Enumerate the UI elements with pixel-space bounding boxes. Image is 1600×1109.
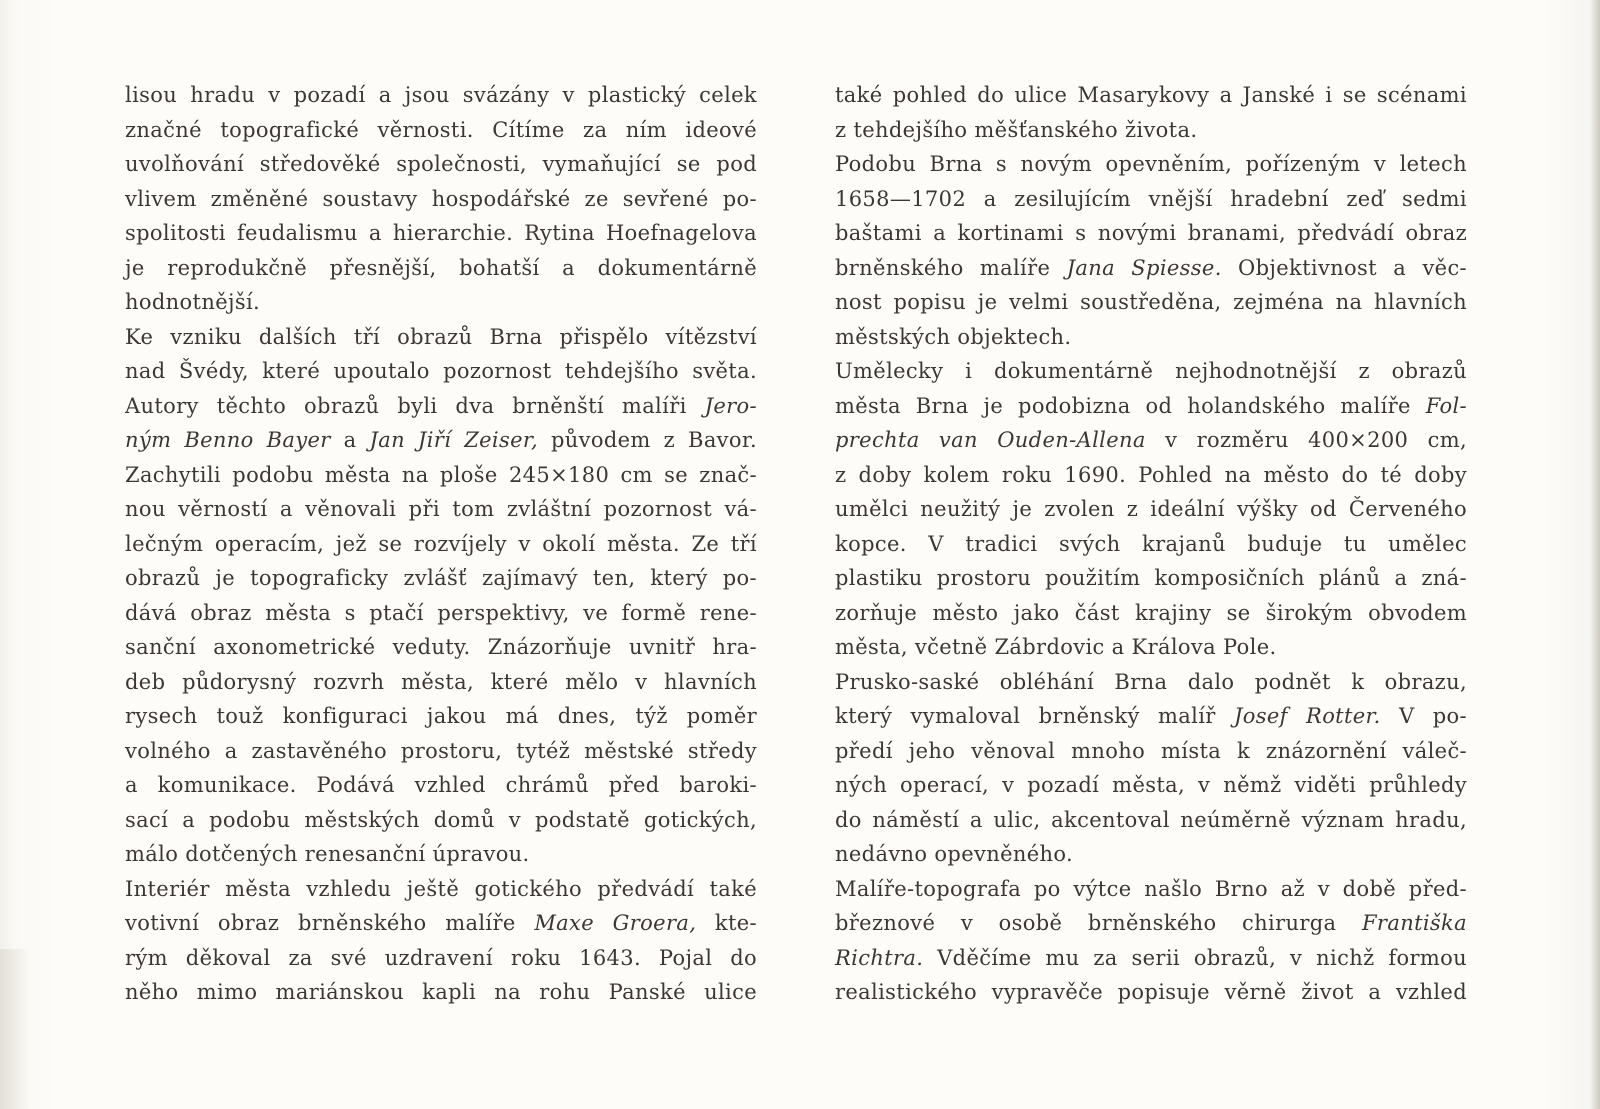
text-run: sací a podobu městských domů v podstatě gotických,	[125, 807, 757, 832]
text-run: Objektivnost a věc-	[1221, 255, 1467, 280]
text-run: volného a zastavěného prostoru, tytéž městské středy	[125, 738, 757, 763]
text-line	[835, 561, 1467, 596]
text-run: 1658—1702 a zesilujícím vnější hradební zeď sedmi	[835, 186, 1467, 211]
text-line	[835, 285, 1467, 320]
right-page-text	[835, 78, 1467, 1010]
text-run: Autory těchto obrazů byli dva brněnští malíři	[125, 393, 705, 418]
page-corner-shadow	[0, 949, 30, 1109]
text-line	[835, 182, 1467, 217]
text-line	[835, 458, 1467, 493]
text-run: březnové v osobě brněnského chirurga	[835, 911, 1363, 935]
text-run: hodnotnější.	[125, 290, 261, 314]
text-line	[125, 423, 757, 458]
text-line	[125, 147, 757, 182]
text-run: realistického vypravěče popisuje věrně život a vzhled	[835, 980, 1467, 1004]
text-run: lečným operacím, jež se rozvíjely v okolí města. Ze tří	[125, 531, 757, 556]
text-run: nedávno opevněného.	[835, 842, 1074, 866]
text-run: votivní obraz brněnského malíře	[125, 911, 535, 935]
text-run: málo dotčených renesanční úpravou.	[125, 842, 530, 866]
text-run: Interiér města vzhledu ještě gotického předvádí také	[125, 876, 757, 901]
text-line	[835, 803, 1467, 838]
text-line	[125, 906, 757, 941]
italic-name: Fol-	[1425, 393, 1467, 418]
text-run: Prusko-saské obléhání Brna dalo podnět k obrazu,	[835, 669, 1467, 694]
text-line	[835, 113, 1467, 148]
text-run: města Brna je podobizna od holandského malíře	[835, 393, 1426, 418]
text-run: rým děkoval za své uzdravení roku 1643. Pojal do	[125, 945, 757, 970]
text-line	[835, 423, 1467, 458]
italic-name: Františka	[1362, 911, 1467, 935]
text-run: Malíře-topografa po výtce našlo Brno až v době před-	[835, 876, 1467, 901]
text-run: umělci neužitý je zvolen z ideální výšky od Červeného	[835, 497, 1467, 521]
text-run: lisou hradu v pozadí a jsou svázány v plastický celek	[125, 83, 757, 107]
text-line	[125, 320, 757, 355]
text-line	[125, 975, 757, 1010]
text-run: Ke vzniku dalších tří obrazů Brna přispělo vítězství	[125, 324, 757, 349]
text-line	[835, 699, 1467, 734]
text-run: brněnského malíře	[835, 255, 1067, 280]
text-run: plastiku prostoru použitím komposičních plánů a zná-	[835, 566, 1467, 590]
text-line	[835, 596, 1467, 631]
text-line	[125, 803, 757, 838]
italic-name: Josef Rotter.	[1233, 704, 1381, 728]
text-line	[835, 941, 1467, 976]
text-line	[125, 251, 757, 286]
text-line	[835, 527, 1467, 562]
text-run: Podobu Brna s novým opevněním, pořízeným v letech	[835, 152, 1467, 176]
page-edge-shadow	[1590, 0, 1600, 1109]
text-line	[125, 527, 757, 562]
text-run: sanční axonometrické veduty. Znázorňuje uvnitř hra-	[125, 635, 757, 659]
text-line	[125, 872, 757, 907]
text-run: v rozměru 400×200 cm,	[1145, 428, 1467, 452]
text-line	[125, 216, 757, 251]
text-line	[835, 216, 1467, 251]
text-run: kte-	[696, 911, 757, 935]
text-run: baštami a kortinami s novými branami, předvádí obraz	[835, 221, 1467, 245]
text-line	[125, 561, 757, 596]
text-line	[125, 734, 757, 769]
text-run: Vděčíme mu za serii obrazů, v nichž formou	[923, 945, 1467, 970]
text-run: deb půdorysný rozvrh města, které mělo v hlavních	[125, 669, 757, 694]
text-line	[125, 837, 757, 872]
text-run: z doby kolem roku 1690. Pohled na město do té doby	[835, 462, 1467, 487]
text-run: vlivem změněné soustavy hospodářské ze sevřené po-	[125, 186, 757, 211]
text-line	[835, 906, 1467, 941]
text-run: Umělecky i dokumentárně nejhodnotnější z obrazů	[835, 359, 1467, 383]
text-line	[835, 78, 1467, 113]
text-line	[125, 78, 757, 113]
text-run: městských objektech.	[835, 324, 1072, 349]
text-line	[125, 596, 757, 631]
text-line	[125, 665, 757, 700]
text-line	[125, 113, 757, 148]
italic-name: Jana Spiesse.	[1066, 255, 1222, 280]
text-run: rysech touž konfiguraci jakou má dnes, týž poměr	[125, 704, 757, 728]
text-run: a komunikace. Podává vzhled chrámů před baroki-	[125, 773, 757, 797]
text-run: je reprodukčně přesnější, bohatší a dokumentárně	[125, 255, 757, 280]
text-line	[835, 975, 1467, 1010]
text-run: značné topografické věrnosti. Cítíme za ním ideové	[125, 117, 757, 142]
text-run: nou věrností a věnovali při tom zvláštní pozornost vá-	[125, 497, 757, 521]
text-line	[835, 837, 1467, 872]
text-run: nad Švédy, které upoutalo pozornost tehdejšího světa.	[125, 359, 757, 383]
text-line	[125, 699, 757, 734]
text-run: z tehdejšího měšťanského života.	[835, 117, 1198, 142]
text-line	[835, 251, 1467, 286]
text-line	[125, 941, 757, 976]
text-run: kopce. V tradici svých krajanů buduje tu umělec	[835, 531, 1467, 556]
text-line	[835, 147, 1467, 182]
italic-name: ným Benno Bayer	[125, 428, 331, 452]
text-run: také pohled do ulice Masarykovy a Janské i se scénami	[835, 83, 1467, 107]
text-run: a	[330, 428, 370, 452]
text-run: dává obraz města s ptačí perspektivy, ve formě rene-	[125, 600, 757, 625]
text-run: zorňuje město jako část krajiny se širokým obvodem	[835, 600, 1467, 625]
text-run: který vymaloval brněnský malíř	[835, 704, 1234, 728]
text-line	[125, 354, 757, 389]
text-line	[125, 630, 757, 665]
text-line	[835, 630, 1467, 665]
text-line	[835, 320, 1467, 355]
text-run: předí jeho věnoval mnoho místa k znázornění váleč-	[835, 738, 1467, 763]
text-line	[125, 389, 757, 424]
text-line	[835, 665, 1467, 700]
text-run: původem z Bavor.	[538, 428, 757, 452]
italic-name: Jero-	[704, 393, 757, 418]
text-line	[125, 285, 757, 320]
text-line	[835, 354, 1467, 389]
text-line	[125, 492, 757, 527]
text-run: obrazů je topograficky zvlášť zajímavý ten, který po-	[125, 566, 757, 590]
text-run: V po-	[1380, 704, 1467, 728]
text-run: do náměstí a ulic, akcentoval neúměrně význam hradu,	[835, 807, 1467, 832]
text-run: města, včetně Zábrdovic a Králova Pole.	[835, 635, 1277, 659]
italic-name: Maxe Groera,	[534, 911, 697, 935]
text-line	[125, 768, 757, 803]
text-line	[835, 768, 1467, 803]
text-line	[125, 182, 757, 217]
text-run: spolitosti feudalismu a hierarchie. Rytina Hoefnagelova	[125, 221, 757, 245]
italic-name: Richtra.	[835, 945, 924, 970]
text-run: uvolňování středověké společnosti, vymaňující se pod	[125, 152, 757, 176]
text-line	[835, 389, 1467, 424]
italic-name: Jan Jiří Zeiser,	[369, 428, 538, 452]
italic-name: prechta van Ouden-Allena	[835, 428, 1146, 452]
left-page-text	[125, 78, 757, 1010]
text-run: ných operací, v pozadí města, v němž viděti průhledy	[835, 773, 1467, 797]
text-line	[125, 458, 757, 493]
text-run: nost popisu je velmi soustředěna, zejména na hlavních	[835, 290, 1467, 314]
text-run: něho mimo mariánskou kapli na rohu Panské ulice	[125, 980, 757, 1004]
text-line	[835, 734, 1467, 769]
text-run: Zachytili podobu města na ploše 245×180 cm se znač-	[125, 462, 757, 487]
text-line	[835, 492, 1467, 527]
text-line	[835, 872, 1467, 907]
